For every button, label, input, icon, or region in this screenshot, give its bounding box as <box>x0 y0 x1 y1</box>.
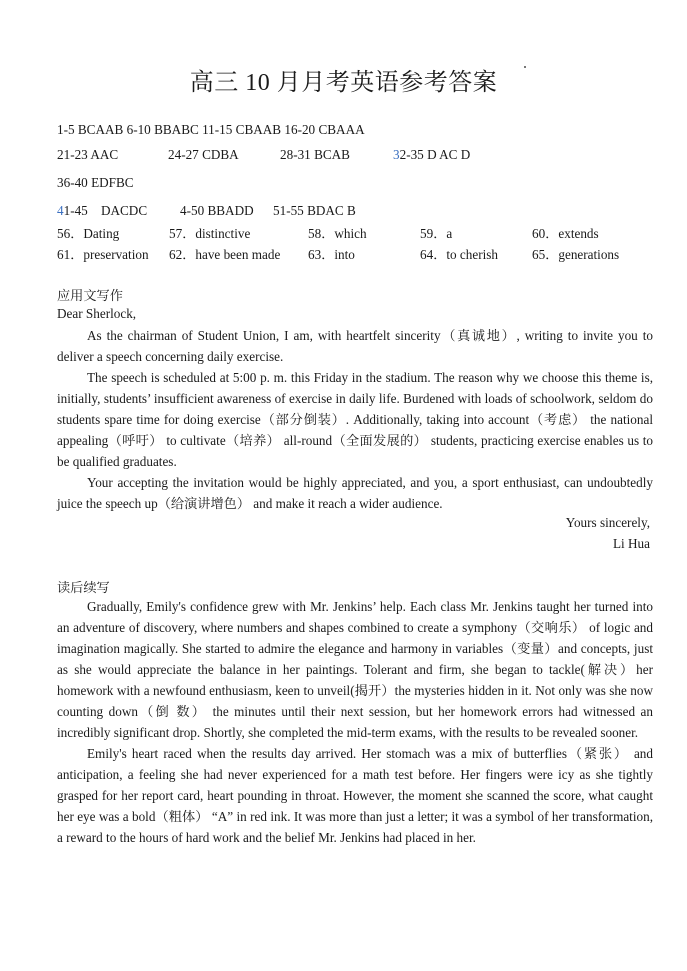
fill-answer: 58．which <box>308 226 367 241</box>
fill-answer: 57．distinctive <box>169 226 251 241</box>
fill-answer: 63．into <box>308 247 355 262</box>
fill-answer: 65．generations <box>532 247 620 262</box>
answer-group-46-50: 4-50 BBADD <box>180 203 254 218</box>
fill-answer: 61．preservation <box>57 247 149 262</box>
story-paragraph: Gradually, Emily's confidence grew with Mr. Jenkins’ help. Each class Mr. Jenkins taught her turned into an adventure of discovery, where numbers and shapes combined to create a symphony（交响乐） of logic and imagination magically. She started to admire the elegance and harmony in variables（变量）and concepts, just as she would appreciate the balance in her paintings. Tolerant and firm, she began to tackle(解决）her homework with a newfound enthusiasm, keen to unveil(揭开）the mysteries hidden in it. Not only was she now counting down（倒 数） the minutes until their next session, but her homework errors had witnessed an incredibly significant drop. Shortly, she completed the mid-term exams, with the results to be revealed sooner. <box>57 599 653 740</box>
story-paragraph: Emily's heart raced when the results day arrived. Her stomach was a mix of butterflies（紧张） and anticipation, a feeling she had never experienced for a math test before. Her fingers were icy as she tightly grasped for her report card, heart pounding in throat. However, the moment she scanned the score, what caught her eye was a bold（粗体） “A” in red ink. It was more than just a letter; it was a symbol of her transformation, a reward to the hours of hard work and the belief Mr. Jenkins had placed in her. <box>57 746 653 845</box>
stray-dot <box>524 66 526 68</box>
fill-answer: 59．a <box>420 226 453 241</box>
writing-heading: 应用文写作 <box>57 288 123 303</box>
letter-body <box>57 325 653 514</box>
fill-answer: 64．to cherish <box>420 247 499 262</box>
page-title: 高三 10 月月考英语参考答案 <box>189 70 498 96</box>
answers-row-3: 36-40 EDFBC <box>57 175 134 190</box>
letter-paragraph: Your accepting the invitation would be highly appreciated, and you, a sport enthusiast, can undoubtedly juice the speech up（给演讲增色） and make it reach a wider audience. <box>57 475 653 511</box>
answer-group-28-31: 28-31 BCAB <box>280 147 350 162</box>
answer-group-41-45: 41-45 DACDC <box>57 203 148 218</box>
letter-paragraph: The speech is scheduled at 5:00 p. m. this Friday in the stadium. The reason why we choose this theme is, initially, students’ insufficient awareness of exercise in daily life. Burdened with loads of schoolwork, seldom do students spare time for doing exercise（部分倒装）. Additionally, taking into account（考虑） the national appealing（呼吁） to cultivate（培养） all-round（全面发展的） students, practicing exercise enables us to be qualified graduates. <box>57 370 653 469</box>
fill-answer: 62．have been made <box>169 247 281 262</box>
answer-group-32-35: 32-35 D AC D <box>393 147 471 162</box>
continuation-body <box>57 596 653 848</box>
answers-row-1: 1-5 BCAAB 6-10 BBABC 11-15 CBAAB 16-20 CBAAA <box>57 122 365 137</box>
answer-group-51-55: 51-55 BDAC B <box>273 203 356 218</box>
letter-paragraph: As the chairman of Student Union, I am, with heartfelt sincerity（真诚地）, writing to invite you to deliver a speech concerning daily exercise. <box>57 328 653 364</box>
closing: Yours sincerely, <box>565 515 650 530</box>
fill-answer: 60．extends <box>532 226 599 241</box>
salutation: Dear Sherlock, <box>57 306 137 321</box>
answer-group-21-23: 21-23 AAC <box>57 147 119 162</box>
fill-answer: 56．Dating <box>57 226 120 241</box>
signature: Li Hua <box>613 536 650 551</box>
continuation-heading: 读后续写 <box>57 580 110 595</box>
answer-group-24-27: 24-27 CDBA <box>168 147 239 162</box>
